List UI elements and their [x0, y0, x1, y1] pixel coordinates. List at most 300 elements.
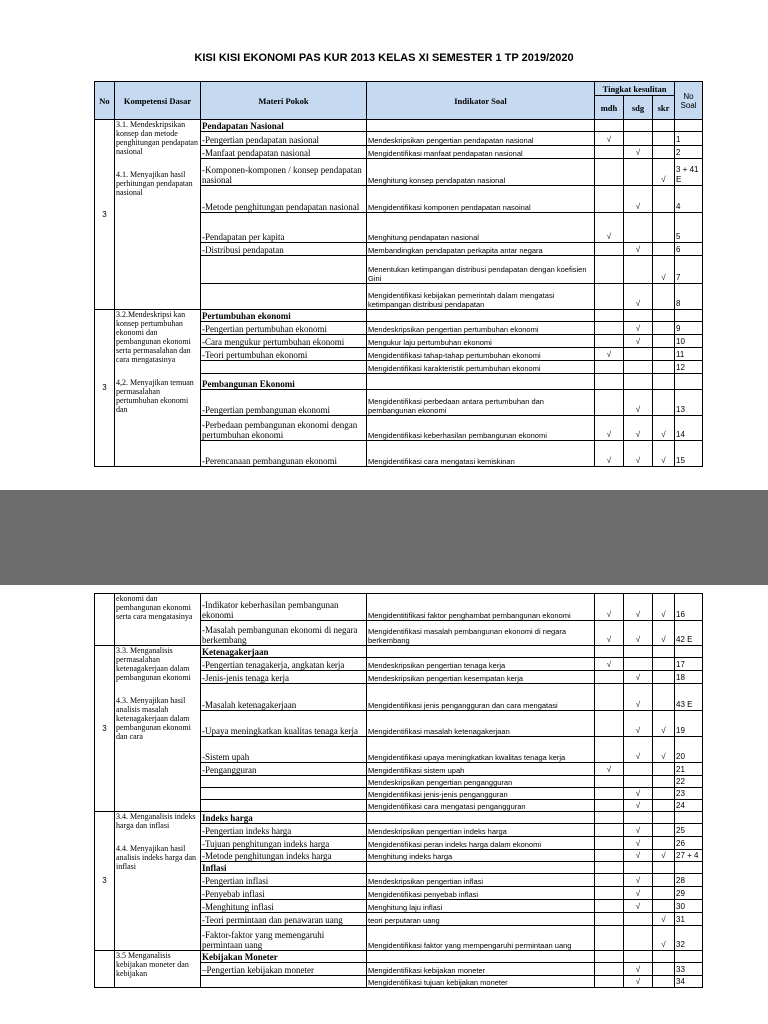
materi-pokok-cell: -Menghitung inflasi [201, 900, 367, 913]
materi-pokok-cell [201, 800, 367, 812]
materi-pokok-cell: -Distribusi pendapatan [201, 243, 367, 256]
tingkat-sdg-cell [624, 812, 653, 824]
kompetensi-dasar-text: 3.2.Mendeskripsi kan konsep pertumbuhan ekonomi dan pembangunan ekonomi serta permasalahan dan cara mengatasinya [116, 310, 191, 364]
tingkat-mdh-cell [595, 361, 624, 374]
kompetensi-dasar-text: ekonomi dan pembangunan ekonomi serta cara mengatasinya [116, 594, 193, 621]
indikator-soal-cell: Mendeskripsikan pengertian indeks harga [367, 824, 595, 837]
indikator-soal-cell: Mengidentifikasi faktor yang mempengaruhi permintaan uang [367, 926, 595, 951]
no-soal-cell: 28 [675, 874, 703, 887]
tingkat-sdg-cell [624, 120, 653, 132]
indikator-soal-cell: Mengidentifikasi sistem upah [367, 763, 595, 776]
tingkat-mdh-cell [595, 711, 624, 737]
no-soal-cell: 24 [675, 800, 703, 812]
tingkat-skr-cell: √ [653, 913, 675, 926]
indikator-soal-cell: Mendeskripsikan pengertian kesempatan kerja [367, 671, 595, 684]
tingkat-sdg-cell: √ [624, 243, 653, 256]
indikator-soal-cell: Mengidentifikasi cara mengatasi pengangguran [367, 800, 595, 812]
no-soal-cell: 10 [675, 335, 703, 348]
row-number-cell: 3 [95, 120, 115, 310]
tingkat-mdh-cell: √ [595, 416, 624, 441]
tingkat-skr-cell [653, 374, 675, 390]
indikator-soal-cell [367, 951, 595, 963]
kompetensi-dasar-text: 3.1. Mendeskripsikan konsep dan metode penghitungan pendapatan nasional [116, 120, 198, 156]
tingkat-sdg-cell [624, 256, 653, 284]
tingkat-sdg-cell: √ [624, 186, 653, 213]
materi-pokok-cell: -Teori pertumbuhan ekonomi [201, 348, 367, 361]
table-row [95, 594, 703, 621]
no-soal-cell: 31 [675, 913, 703, 926]
header-no-soal: No Soal [675, 82, 703, 120]
materi-pokok-cell: -Masalah pembangunan ekonomi di negara berkembang [201, 621, 367, 646]
kompetensi-dasar-text: 4.1. Menyajikan hasil perhitungan pendapatan nasional [116, 170, 193, 197]
materi-pokok-cell: -Pengertian pertumbuhan ekonomi [201, 322, 367, 335]
tingkat-mdh-cell: √ [595, 763, 624, 776]
tingkat-sdg-cell: √ [624, 416, 653, 441]
kompetensi-dasar-cell [115, 646, 201, 812]
tingkat-mdh-cell [595, 284, 624, 310]
tingkat-mdh-cell: √ [595, 658, 624, 671]
tingkat-sdg-cell: √ [624, 441, 653, 467]
tingkat-sdg-cell: √ [624, 146, 653, 159]
no-soal-cell: 14 [675, 416, 703, 441]
tingkat-skr-cell [653, 146, 675, 159]
tingkat-skr-cell [653, 763, 675, 776]
header-mdh: mdh [595, 96, 624, 120]
kompetensi-dasar-text: 4.4. Menyajikan hasil analisis indeks harga dan inflasi [116, 844, 197, 871]
indikator-soal-cell: Mendeskripsikan pengertian inflasi [367, 874, 595, 887]
indikator-soal-cell [367, 120, 595, 132]
no-soal-cell: 1 [675, 132, 703, 146]
tingkat-mdh-cell: √ [595, 441, 624, 467]
indikator-soal-cell: Menghitung laju inflasi [367, 900, 595, 913]
materi-pokok-cell: -Teori permintaan dan penawaran uang [201, 913, 367, 926]
table-row [95, 120, 703, 132]
materi-pokok-cell [201, 361, 367, 374]
tingkat-mdh-cell [595, 926, 624, 951]
indikator-soal-cell: Mengidentifikasi upaya meningkatkan kwalitas tenaga kerja [367, 737, 595, 763]
no-soal-cell: 18 [675, 671, 703, 684]
document-page-2 [0, 585, 768, 1024]
indikator-soal-cell: Mengidentifikasi jenis pengangguran dan cara mengatasi [367, 684, 595, 711]
no-soal-cell [675, 646, 703, 658]
no-soal-cell: 26 [675, 837, 703, 850]
tingkat-skr-cell [653, 310, 675, 322]
tingkat-skr-cell [653, 348, 675, 361]
tingkat-skr-cell: √ [653, 926, 675, 951]
indikator-soal-cell: Mendeskripsikan pengertian pengangguran [367, 776, 595, 788]
tingkat-skr-cell: √ [653, 621, 675, 646]
tingkat-mdh-cell: √ [595, 621, 624, 646]
no-soal-cell [675, 120, 703, 132]
materi-pokok-cell: –Pengertian kebijakan moneter [201, 963, 367, 976]
tingkat-skr-cell [653, 322, 675, 335]
tingkat-mdh-cell [595, 256, 624, 284]
tingkat-mdh-cell [595, 776, 624, 788]
indikator-soal-cell: Mengidentifikasi komponen pendapatan nasoinal [367, 186, 595, 213]
row-number-cell [95, 594, 115, 646]
tingkat-skr-cell [653, 776, 675, 788]
indikator-soal-cell: Mengidentifikasi peran indeks harga dalam ekonomi [367, 837, 595, 850]
tingkat-mdh-cell [595, 243, 624, 256]
indikator-soal-cell [367, 646, 595, 658]
materi-pokok-cell: -Tujuan penghitungan indeks harga [201, 837, 367, 850]
materi-pokok-cell: -Upaya meningkatkan kualitas tenaga kerja [201, 711, 367, 737]
tingkat-sdg-cell [624, 646, 653, 658]
tingkat-mdh-cell [595, 850, 624, 862]
row-number-cell: 3 [95, 310, 115, 467]
indikator-soal-cell: Mendeskripsikan pengertian pertumbuhan ekonomi [367, 322, 595, 335]
tingkat-skr-cell: √ [653, 737, 675, 763]
indikator-soal-cell: Mendeskripsikan pengertian tenaga kerja [367, 658, 595, 671]
table-body-page-1 [95, 120, 703, 467]
tingkat-skr-cell: √ [653, 594, 675, 621]
no-soal-cell: 43 E [675, 684, 703, 711]
materi-pokok-cell [201, 788, 367, 800]
materi-pokok-cell: -Penyebab inflasi [201, 887, 367, 900]
indikator-soal-cell: Mengidentifikasi jenis-jenis pengangguran [367, 788, 595, 800]
tingkat-sdg-cell: √ [624, 800, 653, 812]
tingkat-sdg-cell [624, 159, 653, 186]
kompetensi-dasar-cell [115, 951, 201, 988]
no-soal-cell: 33 [675, 963, 703, 976]
document-page-1 [0, 0, 768, 490]
row-number-cell: 3 [95, 812, 115, 951]
tingkat-skr-cell [653, 390, 675, 416]
tingkat-sdg-cell: √ [624, 594, 653, 621]
indikator-soal-cell: Mengidentifikasi masalah pembangunan ekonomi di negara berkembang [367, 621, 595, 646]
indikator-soal-cell: Mengidentifikasi perbedaan antara pertumbuhan dan pembangunan ekonomi [367, 390, 595, 416]
materi-pokok-cell: -Pengertian inflasi [201, 874, 367, 887]
no-soal-cell: 27 + 4 [675, 850, 703, 862]
no-soal-cell: 8 [675, 284, 703, 310]
tingkat-skr-cell [653, 862, 675, 874]
tingkat-skr-cell: √ [653, 159, 675, 186]
materi-pokok-cell [201, 256, 367, 284]
tingkat-mdh-cell [595, 900, 624, 913]
no-soal-cell: 12 [675, 361, 703, 374]
tingkat-skr-cell [653, 951, 675, 963]
header-materi-pokok: Materi Pokok [201, 82, 367, 120]
tingkat-skr-cell: √ [653, 441, 675, 467]
materi-pokok-cell: -Metode penghitungan indeks harga [201, 850, 367, 862]
no-soal-cell: 2 [675, 146, 703, 159]
tingkat-mdh-cell [595, 837, 624, 850]
tingkat-skr-cell: √ [653, 256, 675, 284]
tingkat-skr-cell [653, 800, 675, 812]
tingkat-sdg-cell: √ [624, 621, 653, 646]
tingkat-skr-cell [653, 186, 675, 213]
tingkat-sdg-cell [624, 310, 653, 322]
materi-pokok-cell: -Pengertian pembangunan ekonomi [201, 390, 367, 416]
no-soal-cell: 7 [675, 256, 703, 284]
tingkat-sdg-cell [624, 132, 653, 146]
indikator-soal-cell: Menentukan ketimpangan distribusi pendapatan dengan koefisien Gini [367, 256, 595, 284]
tingkat-sdg-cell: √ [624, 390, 653, 416]
materi-pokok-cell: -Pengangguran [201, 763, 367, 776]
no-soal-cell: 3 + 41 E [675, 159, 703, 186]
indikator-soal-cell: Mengidentifikasi masalah ketenagakerjaan [367, 711, 595, 737]
tingkat-sdg-cell [624, 374, 653, 390]
materi-pokok-cell [201, 284, 367, 310]
section-heading-cell: Pembangunan Ekonomi [201, 374, 367, 390]
tingkat-sdg-cell [624, 361, 653, 374]
tingkat-mdh-cell [595, 146, 624, 159]
section-heading-cell: Ketenagakerjaan [201, 646, 367, 658]
table-row [95, 310, 703, 322]
section-heading-cell: Indeks harga [201, 812, 367, 824]
no-soal-cell [675, 812, 703, 824]
no-soal-cell: 6 [675, 243, 703, 256]
tingkat-skr-cell [653, 887, 675, 900]
materi-pokok-cell: -Pengertian pendapatan nasional [201, 132, 367, 146]
materi-pokok-cell: -Jenis-jenis tenaga kerja [201, 671, 367, 684]
materi-pokok-cell [201, 976, 367, 988]
kompetensi-dasar-text: 3.3. Menganalisis permasalahan ketenagakerjaan dalam pembangunan ekonomi [116, 646, 191, 682]
tingkat-sdg-cell: √ [624, 900, 653, 913]
no-soal-cell: 30 [675, 900, 703, 913]
section-heading-cell: Kebijakan Moneter [201, 951, 367, 963]
header-indikator-soal: Indikator Soal [367, 82, 595, 120]
tingkat-sdg-cell [624, 348, 653, 361]
header-tingkat-kesulitan: Tingkat kesulitan [595, 82, 675, 96]
kisi-kisi-table-page-2 [94, 593, 703, 988]
tingkat-mdh-cell [595, 335, 624, 348]
document-title: KISI KISI EKONOMI PAS KUR 2013 KELAS XI SEMESTER 1 TP 2019/2020 [194, 52, 574, 64]
tingkat-mdh-cell: √ [595, 594, 624, 621]
tingkat-skr-cell [653, 671, 675, 684]
indikator-soal-cell: Membandingkan pendapatan perkapita antar negara [367, 243, 595, 256]
materi-pokok-cell: -Pengertian indeks harga [201, 824, 367, 837]
tingkat-skr-cell [653, 684, 675, 711]
indikator-soal-cell [367, 310, 595, 322]
indikator-soal-cell: Menghitung indeks harga [367, 850, 595, 862]
tingkat-sdg-cell: √ [624, 737, 653, 763]
kompetensi-dasar-text: 4.3. Menyajikan hasil analisis masalah ketenagakerjaan dalam pembangunan ekonomi dan cara [116, 696, 191, 741]
tingkat-mdh-cell: √ [595, 132, 624, 146]
indikator-soal-cell: Mengidentifikasi keberhasilan pembangunan ekonomi [367, 416, 595, 441]
materi-pokok-cell: -Manfaat pendapatan nasional [201, 146, 367, 159]
tingkat-mdh-cell [595, 951, 624, 963]
tingkat-skr-cell [653, 213, 675, 243]
materi-pokok-cell: -Faktor-faktor yang memengaruhi permintaan uang [201, 926, 367, 951]
materi-pokok-cell: -Sistem upah [201, 737, 367, 763]
tingkat-sdg-cell: √ [624, 684, 653, 711]
tingkat-mdh-cell [595, 374, 624, 390]
tingkat-mdh-cell [595, 963, 624, 976]
tingkat-sdg-cell [624, 862, 653, 874]
materi-pokok-cell: -Masalah ketenagakerjaan [201, 684, 367, 711]
tingkat-mdh-cell [595, 913, 624, 926]
indikator-soal-cell: Menghitung pendapatan nasional [367, 213, 595, 243]
no-soal-cell: 15 [675, 441, 703, 467]
no-soal-cell [675, 310, 703, 322]
tingkat-sdg-cell: √ [624, 874, 653, 887]
tingkat-mdh-cell [595, 976, 624, 988]
tingkat-sdg-cell [624, 951, 653, 963]
tingkat-mdh-cell [595, 737, 624, 763]
no-soal-cell: 32 [675, 926, 703, 951]
kompetensi-dasar-cell [115, 120, 201, 310]
tingkat-skr-cell [653, 874, 675, 887]
tingkat-skr-cell [653, 963, 675, 976]
tingkat-skr-cell [653, 658, 675, 671]
no-soal-cell [675, 374, 703, 390]
tingkat-sdg-cell [624, 913, 653, 926]
indikator-soal-cell [367, 374, 595, 390]
tingkat-skr-cell [653, 837, 675, 850]
tingkat-sdg-cell: √ [624, 850, 653, 862]
tingkat-sdg-cell: √ [624, 887, 653, 900]
indikator-soal-cell [367, 862, 595, 874]
indikator-soal-cell: Mengidentifikasi cara mengatasi kemiskinan [367, 441, 595, 467]
kisi-kisi-table-page-1 [94, 81, 703, 467]
indikator-soal-cell [367, 812, 595, 824]
tingkat-skr-cell [653, 361, 675, 374]
tingkat-mdh-cell [595, 322, 624, 335]
tingkat-sdg-cell: √ [624, 976, 653, 988]
indikator-soal-cell: Mendeskripsikan pengertian pendapatan nasional [367, 132, 595, 146]
tingkat-skr-cell: √ [653, 711, 675, 737]
tingkat-sdg-cell [624, 776, 653, 788]
tingkat-sdg-cell: √ [624, 824, 653, 837]
tingkat-sdg-cell [624, 658, 653, 671]
section-heading-cell: Inflasi [201, 862, 367, 874]
no-soal-cell [675, 862, 703, 874]
tingkat-mdh-cell [595, 390, 624, 416]
tingkat-skr-cell: √ [653, 850, 675, 862]
tingkat-mdh-cell [595, 874, 624, 887]
tingkat-skr-cell [653, 284, 675, 310]
tingkat-sdg-cell [624, 926, 653, 951]
no-soal-cell: 13 [675, 390, 703, 416]
tingkat-sdg-cell: √ [624, 284, 653, 310]
no-soal-cell: 25 [675, 824, 703, 837]
tingkat-skr-cell [653, 824, 675, 837]
no-soal-cell: 21 [675, 763, 703, 776]
kompetensi-dasar-cell [115, 812, 201, 951]
kompetensi-dasar-text: 3.4. Menganalisis indeks harga dan inflasi [116, 812, 196, 830]
table-row [95, 951, 703, 963]
indikator-soal-cell: Mengukur laju pertumbuhan ekonomi [367, 335, 595, 348]
tingkat-skr-cell [653, 900, 675, 913]
header-skr: skr [653, 96, 675, 120]
materi-pokok-cell: -Pendapatan per kapita [201, 213, 367, 243]
tingkat-mdh-cell [595, 824, 624, 837]
section-heading-cell: Pertumbuhan ekonomi [201, 310, 367, 322]
tingkat-sdg-cell: √ [624, 788, 653, 800]
no-soal-cell: 23 [675, 788, 703, 800]
tingkat-skr-cell [653, 120, 675, 132]
tingkat-sdg-cell: √ [624, 335, 653, 348]
tingkat-skr-cell [653, 976, 675, 988]
materi-pokok-cell: -Perencanaan pembangunan ekonomi [201, 441, 367, 467]
tingkat-mdh-cell [595, 120, 624, 132]
tingkat-mdh-cell [595, 800, 624, 812]
materi-pokok-cell: -Komponen-komponen / konsep pendapatan nasional [201, 159, 367, 186]
tingkat-mdh-cell [595, 788, 624, 800]
indikator-soal-cell: Menghitung konsep pendapatan nasional [367, 159, 595, 186]
no-soal-cell: 9 [675, 322, 703, 335]
tingkat-skr-cell [653, 812, 675, 824]
materi-pokok-cell [201, 776, 367, 788]
no-soal-cell [675, 951, 703, 963]
materi-pokok-cell: -Pengertian tenagakerja, angkatan kerja [201, 658, 367, 671]
tingkat-sdg-cell: √ [624, 322, 653, 335]
indikator-soal-cell: teori perputaran uang [367, 913, 595, 926]
tingkat-sdg-cell: √ [624, 837, 653, 850]
indikator-soal-cell: Mengidentifikasi penyebab inflasi [367, 887, 595, 900]
tingkat-mdh-cell [595, 671, 624, 684]
tingkat-sdg-cell [624, 763, 653, 776]
kompetensi-dasar-cell [115, 310, 201, 467]
indikator-soal-cell: Mengidentitifikasi faktor penghambat pembangunan ekonomi [367, 594, 595, 621]
table-body-page-2 [95, 594, 703, 988]
tingkat-mdh-cell: √ [595, 213, 624, 243]
section-heading-cell: Pendapatan Nasional [201, 120, 367, 132]
no-soal-cell: 19 [675, 711, 703, 737]
header-sdg: sdg [624, 96, 653, 120]
kompetensi-dasar-text: 3.5 Menganalisis kebijakan moneter dan kebijakan [116, 951, 189, 978]
tingkat-skr-cell [653, 243, 675, 256]
kompetensi-dasar-text: 4,2. Menyajikan temuan permasalahan pertumbuhan ekonomi dan [116, 378, 194, 414]
no-soal-cell: 4 [675, 186, 703, 213]
materi-pokok-cell: -Cara mengukur pertumbuhan ekonomi [201, 335, 367, 348]
kompetensi-dasar-cell [115, 594, 201, 646]
tingkat-sdg-cell: √ [624, 671, 653, 684]
no-soal-cell: 16 [675, 594, 703, 621]
no-soal-cell: 22 [675, 776, 703, 788]
indikator-soal-cell: Mengidentifikasi tujuan kebijakan moneter [367, 976, 595, 988]
tingkat-skr-cell: √ [653, 416, 675, 441]
header-no: No [95, 82, 115, 120]
materi-pokok-cell: -Indikator keberhasilan pembangunan ekonomi [201, 594, 367, 621]
header-kompetensi-dasar: Kompetensi Dasar [115, 82, 201, 120]
tingkat-mdh-cell [595, 310, 624, 322]
tingkat-mdh-cell [595, 186, 624, 213]
tingkat-sdg-cell: √ [624, 711, 653, 737]
indikator-soal-cell: Mengidentifikasi tahap-tahap pertumbuhan ekonomi [367, 348, 595, 361]
no-soal-cell: 5 [675, 213, 703, 243]
row-number-cell [95, 951, 115, 988]
table-row [95, 812, 703, 824]
table-row [95, 646, 703, 658]
materi-pokok-cell: -Perbedaan pembangunan ekonomi dengan pertumbuhan ekonomi [201, 416, 367, 441]
tingkat-skr-cell [653, 132, 675, 146]
no-soal-cell: 34 [675, 976, 703, 988]
tingkat-mdh-cell [595, 887, 624, 900]
tingkat-mdh-cell [595, 812, 624, 824]
tingkat-skr-cell [653, 788, 675, 800]
materi-pokok-cell: -Metode penghitungan pendapatan nasional [201, 186, 367, 213]
no-soal-cell: 20 [675, 737, 703, 763]
indikator-soal-cell: Mengidentifikasi kebijakan moneter [367, 963, 595, 976]
tingkat-skr-cell [653, 646, 675, 658]
tingkat-sdg-cell: √ [624, 963, 653, 976]
tingkat-sdg-cell [624, 213, 653, 243]
indikator-soal-cell: Mengidentifikasi manfaat pendapatan nasional [367, 146, 595, 159]
no-soal-cell: 17 [675, 658, 703, 671]
no-soal-cell: 11 [675, 348, 703, 361]
indikator-soal-cell: Mengidentifikasi karakteristik pertumbuhan ekonomi [367, 361, 595, 374]
tingkat-mdh-cell [595, 159, 624, 186]
indikator-soal-cell: Mengidentifikasi kebijakan pemerintah dalam mengatasi ketimpangan distribusi pendapatan [367, 284, 595, 310]
tingkat-mdh-cell: √ [595, 348, 624, 361]
no-soal-cell: 42 E [675, 621, 703, 646]
no-soal-cell: 29 [675, 887, 703, 900]
tingkat-mdh-cell [595, 684, 624, 711]
tingkat-skr-cell [653, 335, 675, 348]
tingkat-mdh-cell [595, 862, 624, 874]
